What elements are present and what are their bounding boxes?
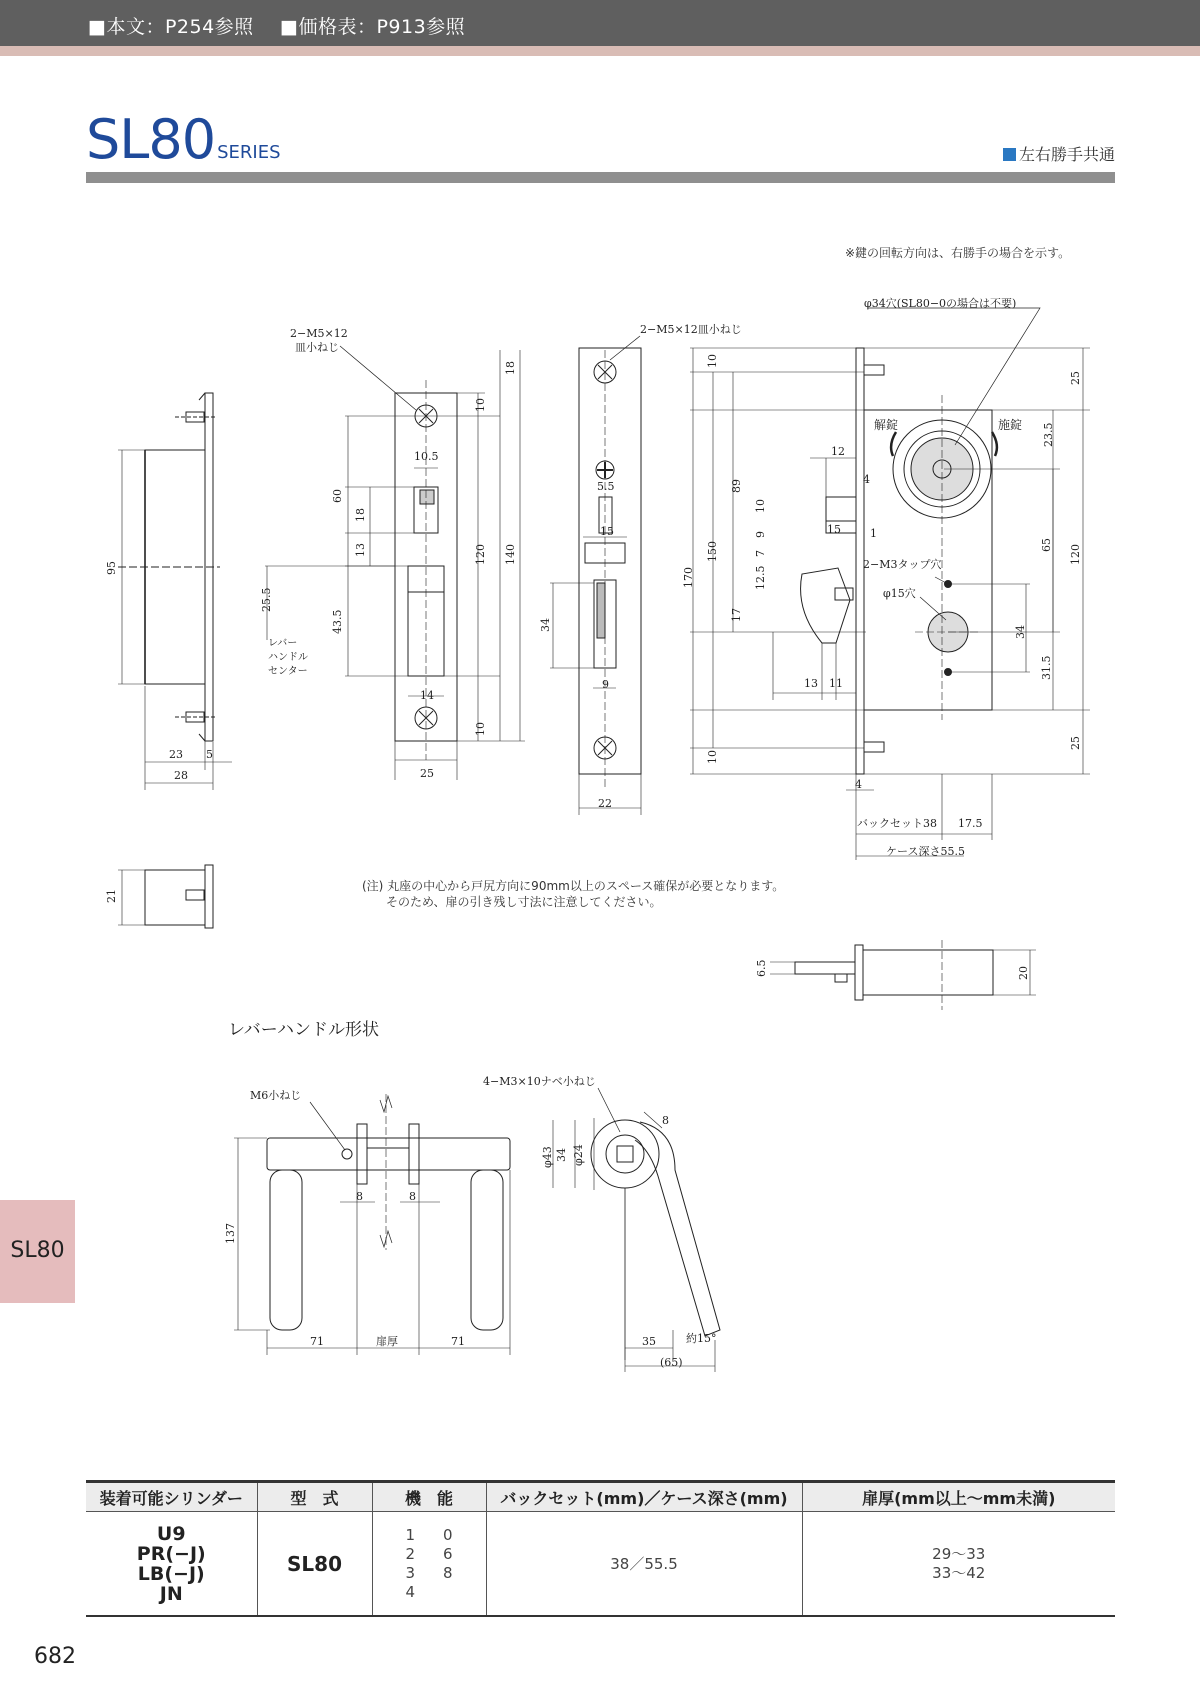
dim-12: 12 [831,445,845,458]
dim-140: 140 [504,544,517,565]
space-note-line-2: そのため、扉の引き残し寸法に注意してください。 [386,895,662,909]
unlock-label: 解錠 [874,418,899,432]
backset-label: バックセット38 [857,817,937,830]
dim-65: 65 [1040,538,1053,552]
lever-dim-137: 137 [224,1223,237,1244]
page-number: 682 [34,1644,76,1669]
dim-9a: 9 [602,678,609,691]
dim-31-5: 31.5 [1040,655,1053,680]
hole-15-label: φ15穴 [883,587,916,600]
dim-25: 25 [420,767,434,780]
rotation-note: ※鍵の回転方向は、右勝手の場合を示す。 [845,246,1071,260]
dim-17-5: 17.5 [958,817,983,830]
dim-22: 22 [598,797,612,810]
dim-25a: 25 [1069,371,1082,385]
cell-thickness: 29〜33 33〜42 [802,1512,1115,1617]
dim-4a: 4 [863,473,870,486]
dim-1: 1 [870,527,877,540]
spec-table [86,1480,1115,1617]
dim-13: 13 [354,543,367,557]
lever-angle: 約15° [686,1332,717,1345]
cell-model: SL80 [257,1512,372,1617]
strike-plate-view [550,336,641,815]
dim-23: 23 [169,748,183,761]
screw-label-2: 2−M5×12皿小ねじ [640,323,742,336]
dim-150: 150 [706,541,719,562]
header-backset: バックセット(mm)／ケース深さ(mm) [486,1482,802,1512]
dim-17: 17 [730,608,743,622]
title-main: SL80 [86,108,216,171]
cell-functions: 1 0 2 6 3 8 4 [372,1512,486,1617]
space-note [362,878,784,910]
lever-center-1: レバー [268,638,298,649]
lever-dim-phi24: φ24 [572,1144,585,1166]
lever-door-thickness: 扉厚 [376,1335,398,1348]
dim-170: 170 [682,567,695,588]
dim-21: 21 [105,889,118,903]
lever-center-3: センター [268,666,308,677]
ref-price: ■価格表：P913参照 [280,16,466,38]
lever-dim-8b: 8 [409,1190,416,1203]
lever-dim-65: (65) [660,1356,683,1369]
hole-34-label: φ34穴(SL80−0の場合は不要) [864,297,1017,310]
lever-dim-71b: 71 [451,1335,465,1348]
lever-dim-71a: 71 [310,1335,324,1348]
dim-10d: 10 [706,750,719,764]
title-suffix: SERIES [217,142,281,163]
dim-18b: 18 [504,361,517,375]
header-model: 型 式 [257,1482,372,1512]
tap-hole-label: 2−M3タップ穴 [863,558,942,571]
dim-20: 20 [1017,966,1030,980]
cell-cylinders: U9 PR(−J) LB(−J) JN [86,1512,257,1617]
dim-11: 11 [829,677,843,690]
dim-4b: 4 [855,778,862,791]
dim-10-5: 10.5 [414,450,439,463]
dim-10a: 10 [474,398,487,412]
dim-13b: 13 [804,677,818,690]
lever-dim-8a: 8 [356,1190,363,1203]
lever-side-view [553,1088,720,1372]
lever-dim-8c: 8 [662,1114,669,1127]
dim-5: 5 [206,748,213,761]
lever-front-view [234,1094,510,1355]
dim-34b: 34 [1014,625,1027,639]
dim-5-5: 5.5 [597,480,615,493]
dim-14: 14 [420,689,434,702]
side-index-tab: SL80 [0,1200,75,1303]
dim-6-5: 6.5 [755,959,768,977]
screw-label-1b: 皿小ねじ [295,341,339,354]
dim-23-5: 23.5 [1042,422,1055,447]
table-row [86,1512,1115,1617]
case-depth-label: ケース深さ55.5 [886,845,965,858]
dim-7: 7 [754,550,767,557]
lever-center-2: ハンドル [268,652,308,663]
table-header-row [86,1482,1115,1512]
dim-12-5: 12.5 [754,565,767,590]
dim-15b: 15 [827,523,841,536]
dim-10b: 10 [474,722,487,736]
dim-43-5: 43.5 [331,609,344,634]
dim-18a: 18 [354,508,367,522]
lever-shape-heading: レバーハンドル形状 [228,1020,379,1040]
dim-25-5: 25.5 [260,587,273,612]
lock-label: 施錠 [998,418,1023,432]
screw-label-1: 2−M5×12 [290,327,348,340]
space-note-line-1: (注) 丸座の中心から戸尻方向に90mm以上のスペース確保が必要となります。 [362,879,785,893]
dim-60: 60 [331,489,344,503]
dim-10c: 10 [706,354,719,368]
lever-dim-35: 35 [642,1335,656,1348]
dim-28: 28 [174,769,188,782]
side-view [118,393,232,928]
m6-screw-label: M6小ねじ [250,1089,302,1102]
dim-120a: 120 [474,544,487,565]
header-cylinder: 装着可能シリンダー [86,1482,257,1512]
cell-backset: 38／55.5 [486,1512,802,1617]
header-thickness: 扉厚(mm以上〜mm未満) [802,1482,1115,1512]
ref-main: ■本文：P254参照 [88,16,254,38]
dim-9b: 9 [754,531,767,538]
dim-34a: 34 [539,618,552,632]
dim-10e: 10 [754,499,767,513]
dim-25b: 25 [1069,736,1082,750]
dim-15a: 15 [600,525,614,538]
dim-120b: 120 [1069,544,1082,565]
lever-dim-phi43: φ43 [541,1146,554,1168]
dim-89: 89 [730,479,743,493]
m3-screw-label: 4−M3×10ナベ小ねじ [483,1075,596,1088]
header-function: 機 能 [372,1482,486,1512]
dim-95: 95 [105,561,118,575]
lever-dim-34: 34 [555,1148,568,1162]
handedness-label: 左右勝手共通 [1003,142,1115,165]
